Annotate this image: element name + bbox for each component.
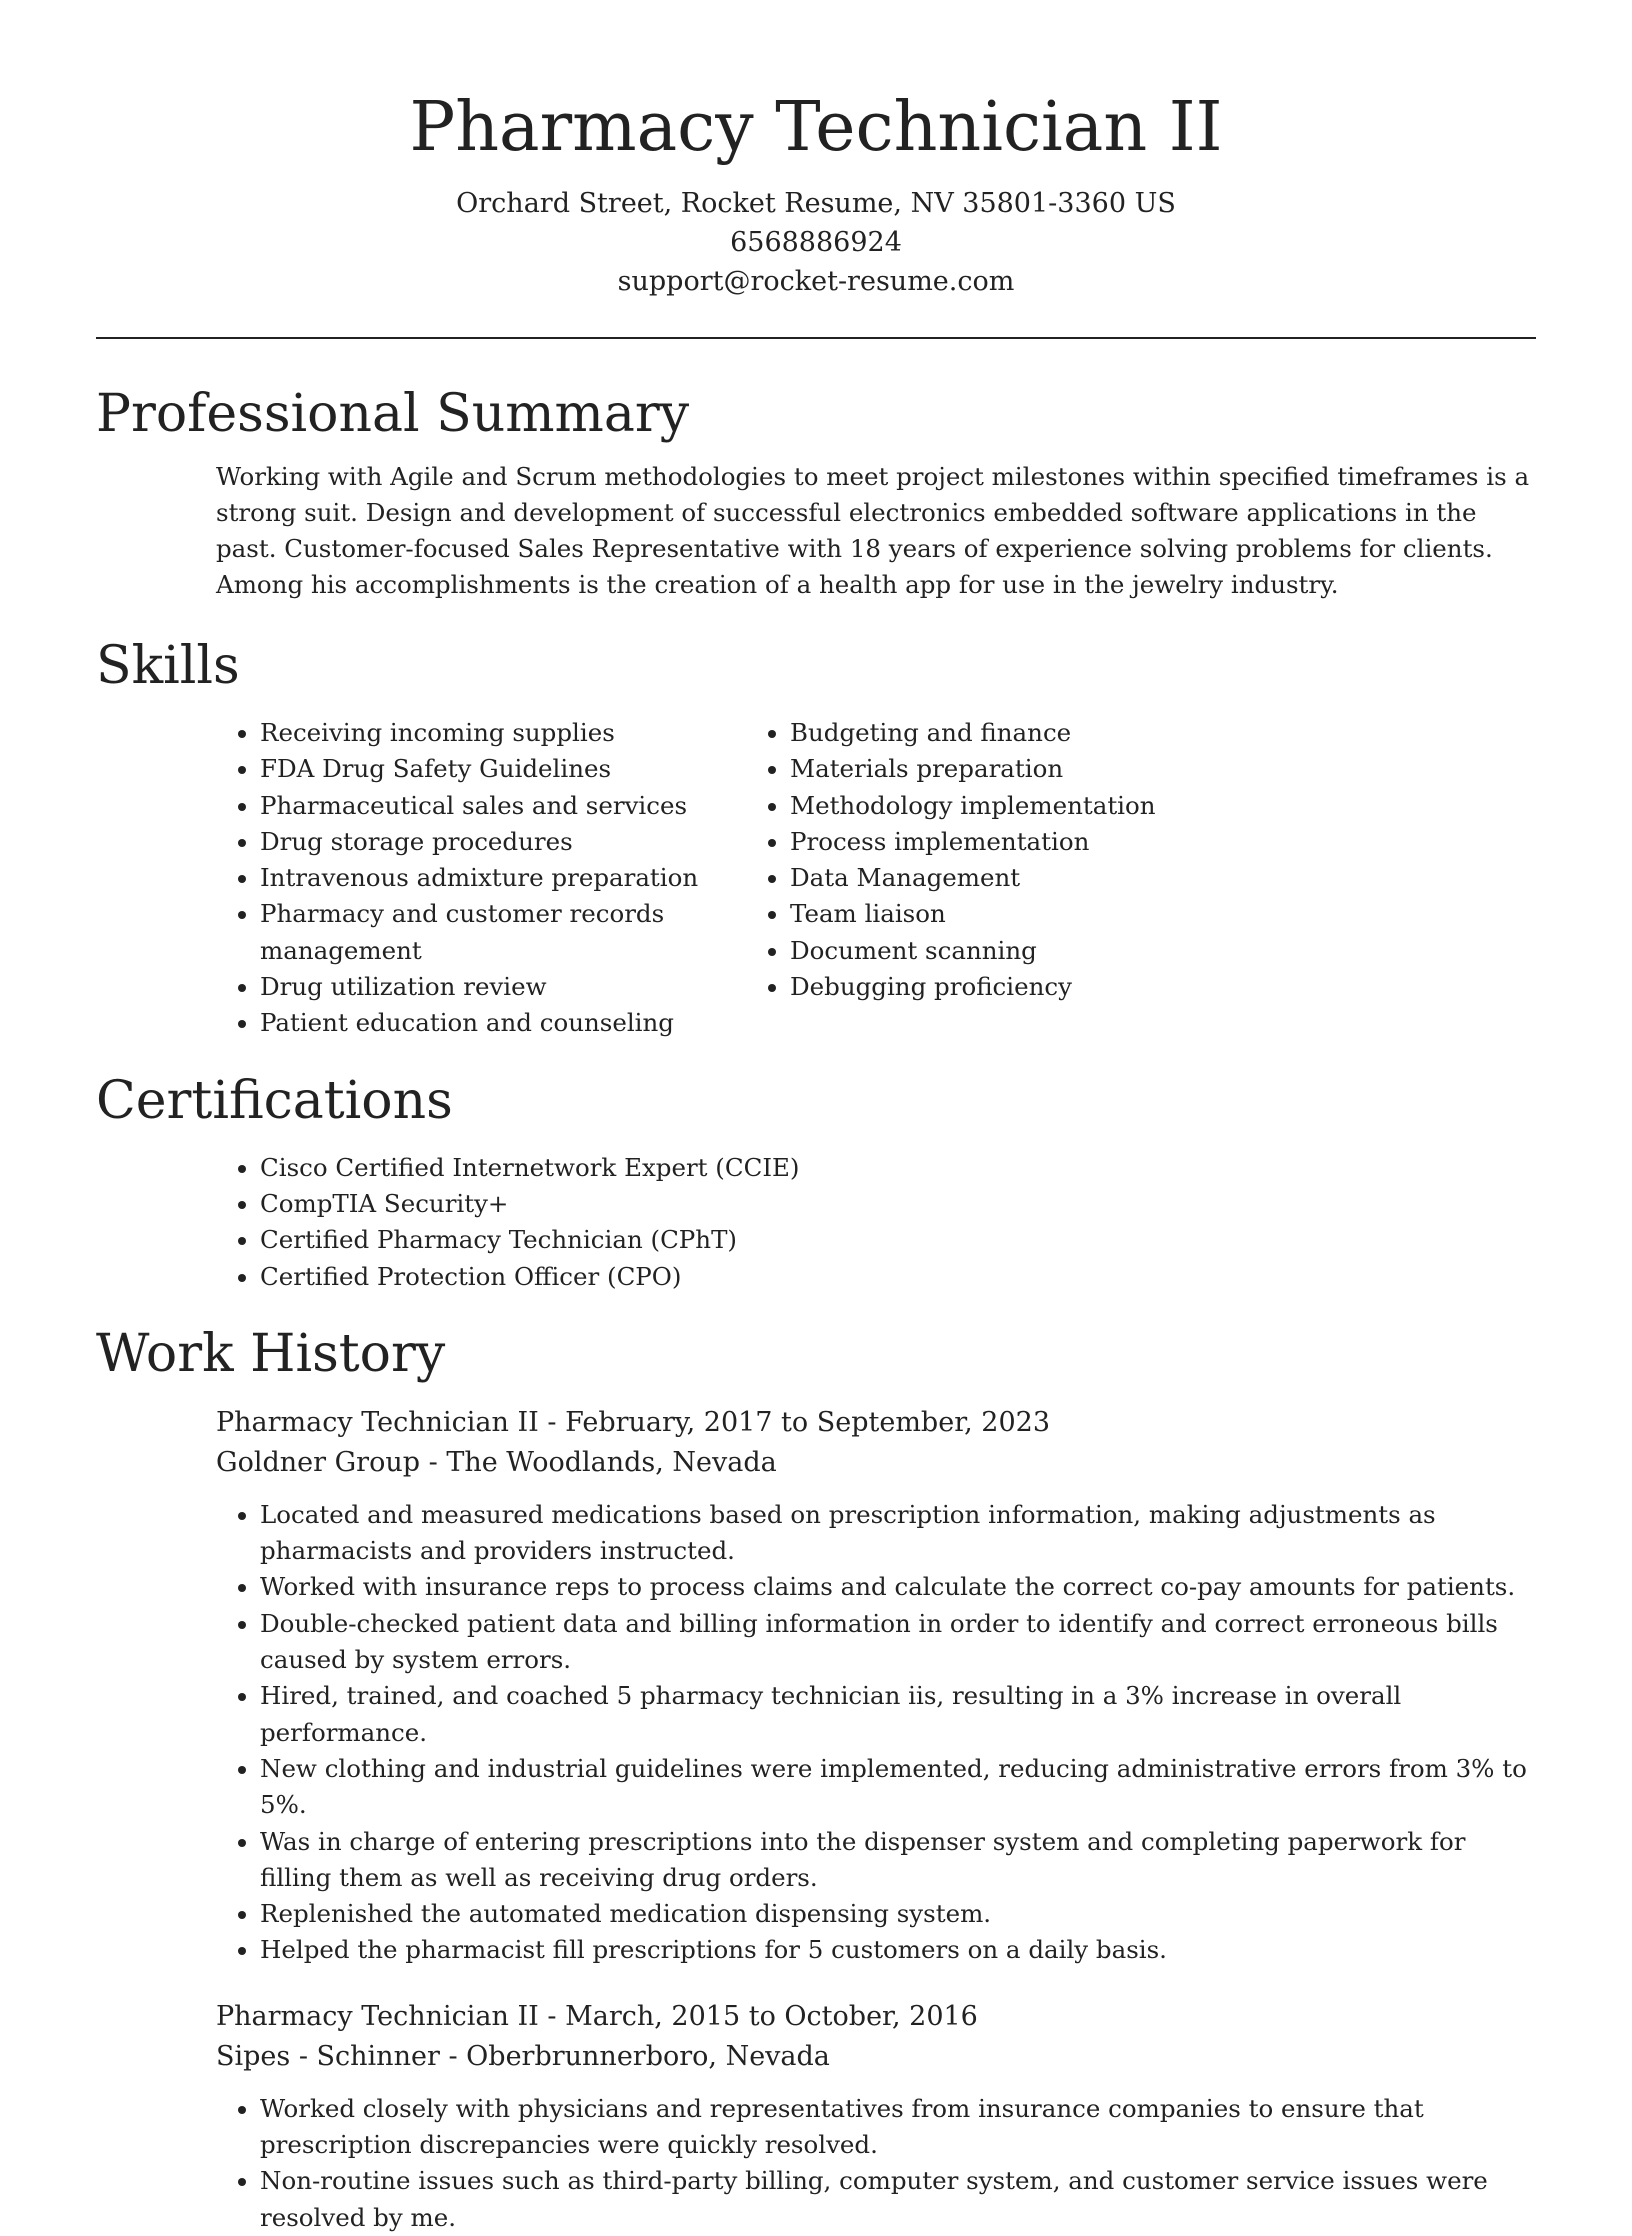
certification-item: • Certified Protection Officer (CPO) <box>260 1259 1536 1295</box>
skill-item: • Process implementation <box>790 824 1156 860</box>
candidate-name: Pharmacy Technician II <box>409 88 1223 167</box>
job-dates: February, 2017 to September, 2023 <box>565 1406 1051 1438</box>
separator: - <box>439 2040 467 2072</box>
job-duty: • Double-checked patient data and billing information in order to identify and correct erroneous bills caused by system errors. <box>260 1606 1536 1679</box>
skills-list-right <box>746 715 1156 1005</box>
job-entry <box>216 1403 1536 1969</box>
job-duty: • Replenished the automated medication dispensing system. <box>260 1896 1536 1932</box>
skill-item: • Data Management <box>790 860 1156 896</box>
job-duty: • Worked closely with physicians and representatives from insurance companies to ensure that prescription discrepancies were quickly resolved. <box>260 2091 1536 2164</box>
skill-item: • Team liaison <box>790 896 1156 932</box>
skills-heading: Skills <box>96 636 240 696</box>
job-title-line <box>216 1403 1536 1443</box>
job-duties-list <box>96 2091 1536 2236</box>
skill-item: • Receiving incoming supplies <box>260 715 746 751</box>
certifications-heading: Certifications <box>96 1070 453 1131</box>
certification-item: • CompTIA Security+ <box>260 1186 1536 1222</box>
resume-header <box>96 0 1536 301</box>
phone: 6568886924 <box>730 227 902 258</box>
separator: - <box>538 1406 566 1438</box>
certifications-section <box>96 1066 1536 1295</box>
job-duty: • Helped the pharmacist fill prescriptions for 5 customers on a daily basis. <box>260 1932 1536 1968</box>
skill-item: • Drug utilization review <box>260 969 746 1005</box>
job-location: Oberbrunnerboro, Nevada <box>466 2040 830 2072</box>
skill-item: • Drug storage procedures <box>260 824 746 860</box>
job-title: Pharmacy Technician II <box>216 1406 539 1438</box>
job-duty: • Was in charge of entering prescriptions into the dispenser system and completing paperwork for filling them as well as receiving drug orders. <box>260 1824 1536 1897</box>
skill-item: • Budgeting and finance <box>790 715 1156 751</box>
job-title-line <box>216 1997 1536 2037</box>
separator: - <box>420 1446 447 1478</box>
job-duty: • Non-routine issues such as third-party billing, computer system, and customer service issues were resolved by me. <box>260 2163 1536 2236</box>
skills-list-left <box>96 715 746 1042</box>
summary-text: Working with Agile and Scrum methodologies to meet project milestones within specified timeframes is a strong suit. Design and development of successful electronics embedded software applications in the past. Customer-focused Sales Representative with 18 years of experience solving problems for clients. Among his accomplishments is the creation of a health app for use in the jewelry industry. <box>216 462 1530 599</box>
header-divider <box>96 337 1536 339</box>
job-duty: • Worked with insurance reps to process claims and calculate the correct co-pay amounts for patients. <box>260 1569 1536 1605</box>
job-duties-list <box>96 1497 1536 1969</box>
skill-item: • Debugging proficiency <box>790 969 1156 1005</box>
job-duty: • Located and measured medications based on prescription information, making adjustments as pharmacists and providers instructed. <box>260 1497 1536 1570</box>
skills-columns <box>96 715 1536 1042</box>
certification-item: • Cisco Certified Internetwork Expert (CCIE) <box>260 1150 1536 1186</box>
contact-block <box>96 184 1536 301</box>
job-company-line <box>216 1443 1536 1483</box>
skill-item: • Document scanning <box>790 933 1156 969</box>
skill-item: • Patient education and counseling <box>260 1005 746 1041</box>
job-dates: March, 2015 to October, 2016 <box>565 2000 978 2032</box>
job-company: Sipes - Schinner <box>216 2040 440 2072</box>
skill-item: • Intravenous admixture preparation <box>260 860 746 896</box>
skill-item: • Pharmacy and customer records management <box>260 896 746 969</box>
job-company-line <box>216 2037 1536 2077</box>
skills-column-left <box>96 715 746 1042</box>
skill-item: • Pharmaceutical sales and services <box>260 788 746 824</box>
job-location: The Woodlands, Nevada <box>446 1446 777 1478</box>
skills-section <box>96 631 1536 1042</box>
work-history-section <box>96 1319 1536 2236</box>
summary-heading: Professional Summary <box>96 384 690 444</box>
email: support@rocket-resume.com <box>617 266 1015 297</box>
job-title: Pharmacy Technician II <box>216 2000 539 2032</box>
skill-item: • FDA Drug Safety Guidelines <box>260 751 746 787</box>
skill-item: • Materials preparation <box>790 751 1156 787</box>
certifications-list <box>96 1150 1536 1295</box>
work-history-heading: Work History <box>96 1323 446 1384</box>
separator: - <box>538 2000 566 2032</box>
summary-section <box>96 379 1536 603</box>
skills-column-right <box>746 715 1156 1042</box>
job-duty: • New clothing and industrial guidelines were implemented, reducing administrative errors from 3% to 5%. <box>260 1751 1536 1824</box>
skill-item: • Methodology implementation <box>790 788 1156 824</box>
job-entry <box>216 1997 1536 2236</box>
address: Orchard Street, Rocket Resume, NV 35801-3360 US <box>456 188 1176 219</box>
job-duty: • Hired, trained, and coached 5 pharmacy technician iis, resulting in a 3% increase in overall performance. <box>260 1678 1536 1751</box>
job-company: Goldner Group <box>216 1446 421 1478</box>
certification-item: • Certified Pharmacy Technician (CPhT) <box>260 1222 1536 1258</box>
